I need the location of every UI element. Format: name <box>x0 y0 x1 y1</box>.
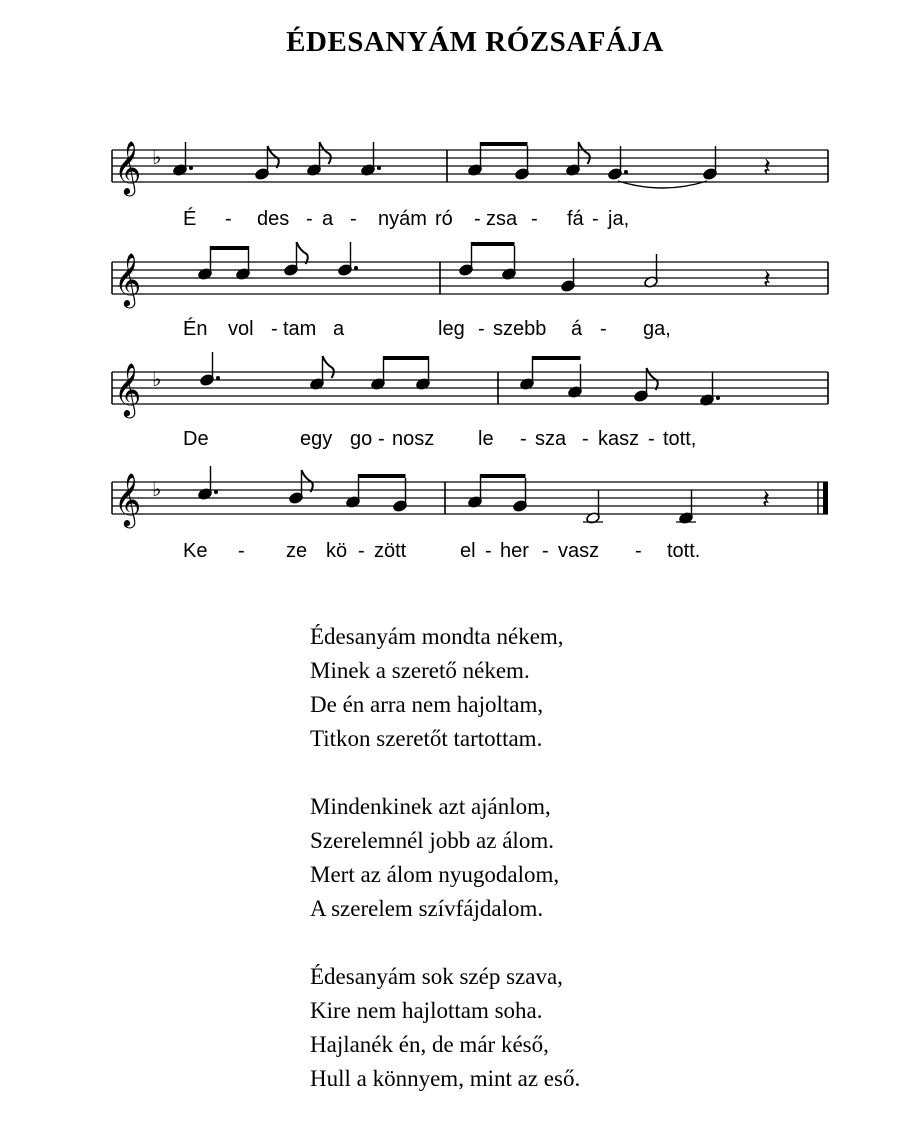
lyric-syllable: des <box>257 208 290 230</box>
note-dot <box>214 490 218 494</box>
lyric-syllable: ga, <box>643 318 671 340</box>
treble-clef-icon: 𝄞 <box>114 252 142 306</box>
syllable-hyphen: - <box>378 428 385 450</box>
note-dot <box>189 166 193 170</box>
lyric-syllable: ró <box>435 208 453 230</box>
final-barline <box>823 482 828 514</box>
verse-line: Titkon szeretőt tartottam. <box>310 726 543 751</box>
lyric-syllable: vol <box>228 318 254 340</box>
lyric-syllable: leg <box>438 318 465 340</box>
treble-clef-icon: 𝄞 <box>114 140 142 194</box>
note-flag <box>320 142 331 164</box>
syllable-hyphen: - <box>474 208 481 230</box>
staff-system-4 <box>0 452 900 532</box>
flat-icon: ♭ <box>152 477 162 501</box>
note-dot <box>377 166 381 170</box>
verse-line: Mert az álom nyugodalom, <box>310 862 560 887</box>
treble-clef-icon: 𝄞 <box>114 362 142 416</box>
syllable-hyphen: - <box>542 540 549 562</box>
syllable-hyphen: - <box>271 318 278 340</box>
syllable-hyphen: - <box>306 208 313 230</box>
syllable-hyphen: - <box>225 208 232 230</box>
note-dot <box>716 396 720 400</box>
verse-line: Hull a könnyem, mint az eső. <box>310 1066 581 1091</box>
staff-system-3 <box>0 342 900 422</box>
lyric-syllable: sza <box>535 428 567 450</box>
note-flag <box>297 242 308 264</box>
syllable-hyphen: - <box>600 318 607 340</box>
lyric-syllable: le <box>478 428 494 450</box>
syllable-hyphen: - <box>478 318 485 340</box>
quarter-rest-icon: 𝄽 <box>763 265 771 295</box>
lyric-syllable: tam <box>283 318 317 340</box>
lyric-syllable: a <box>322 208 334 230</box>
lyric-syllable: her <box>500 540 529 562</box>
syllable-hyphen: - <box>582 428 589 450</box>
verse-stanzas <box>310 620 580 1130</box>
note-beam <box>472 242 515 246</box>
stanza-1 <box>310 620 580 756</box>
flat-icon: ♭ <box>152 145 162 169</box>
verse-line: Mindenkinek azt ajánlom, <box>310 794 551 819</box>
note-dot <box>354 266 358 270</box>
note-beam <box>359 474 406 478</box>
lyric-syllable: É <box>183 208 197 230</box>
lyric-syllable: Ke <box>183 540 208 562</box>
lyric-syllable: zött <box>374 540 407 562</box>
syllable-hyphen: - <box>648 428 655 450</box>
song-title: ÉDESANYÁM RÓZSAFÁJA <box>286 26 664 58</box>
note-beam <box>533 356 581 360</box>
syllable-hyphen: - <box>592 208 599 230</box>
lyric-syllable: go <box>350 428 373 450</box>
note-beam <box>384 356 429 360</box>
lyric-syllable: Én <box>183 318 208 340</box>
quarter-rest-icon: 𝄽 <box>762 485 770 515</box>
lyric-syllable: ja, <box>608 208 630 230</box>
syllable-hyphen: - <box>531 208 538 230</box>
verse-line: Hajlanék én, de már késő, <box>310 1032 549 1057</box>
lyric-syllable: fá <box>567 208 584 230</box>
lyric-syllable: nosz <box>392 428 435 450</box>
verse-line: Édesanyám sok szép szava, <box>310 964 563 989</box>
lyric-syllable: De <box>183 428 209 450</box>
lyric-syllable: zsa <box>486 208 518 230</box>
flat-icon: ♭ <box>152 367 162 391</box>
lyric-syllable: tott. <box>667 540 701 562</box>
lyric-syllable: kö <box>326 540 348 562</box>
lyric-syllable: egy <box>300 428 333 450</box>
lyric-syllable: nyám <box>378 208 427 230</box>
note-beam <box>481 474 526 478</box>
staff-system-1 <box>0 120 900 200</box>
lyric-syllable: ze <box>286 540 308 562</box>
verse-line: A szerelem szívfájdalom. <box>310 896 544 921</box>
note-flag <box>323 356 334 378</box>
note-beam <box>481 142 528 146</box>
note-dot <box>216 376 220 380</box>
syllable-hyphen: - <box>485 540 492 562</box>
verse-line: Kire nem hajlottam soha. <box>310 998 543 1023</box>
stanza-3 <box>310 960 580 1096</box>
syllable-hyphen: - <box>350 208 357 230</box>
quarter-rest-icon: 𝄽 <box>763 153 771 183</box>
lyric-syllable: vasz <box>558 540 600 562</box>
verse-line: Minek a szerető nékem. <box>310 658 530 683</box>
syllable-hyphen: - <box>520 428 527 450</box>
syllable-hyphen: - <box>358 540 365 562</box>
stanza-2 <box>310 790 580 926</box>
lyric-syllable: szebb <box>493 318 547 340</box>
verse-line: De én arra nem hajoltam, <box>310 692 544 717</box>
note-flag <box>647 368 658 390</box>
lyric-syllable: el <box>460 540 476 562</box>
note-flag <box>302 470 313 492</box>
treble-clef-icon: 𝄞 <box>114 472 142 526</box>
lyric-syllable: tott, <box>663 428 697 450</box>
note-flag <box>579 142 590 164</box>
note-dot <box>624 170 628 174</box>
verse-line: Szerelemnél jobb az álom. <box>310 828 554 853</box>
staff-system-2 <box>0 232 900 312</box>
note-flag <box>268 146 279 168</box>
lyric-syllable: á <box>571 318 583 340</box>
lyric-syllable: a <box>333 318 345 340</box>
note-beam <box>211 246 249 250</box>
lyric-syllable: kasz <box>598 428 640 450</box>
verse-line: Édesanyám mondta nékem, <box>310 624 564 649</box>
syllable-hyphen: - <box>238 540 245 562</box>
syllable-hyphen: - <box>635 540 642 562</box>
